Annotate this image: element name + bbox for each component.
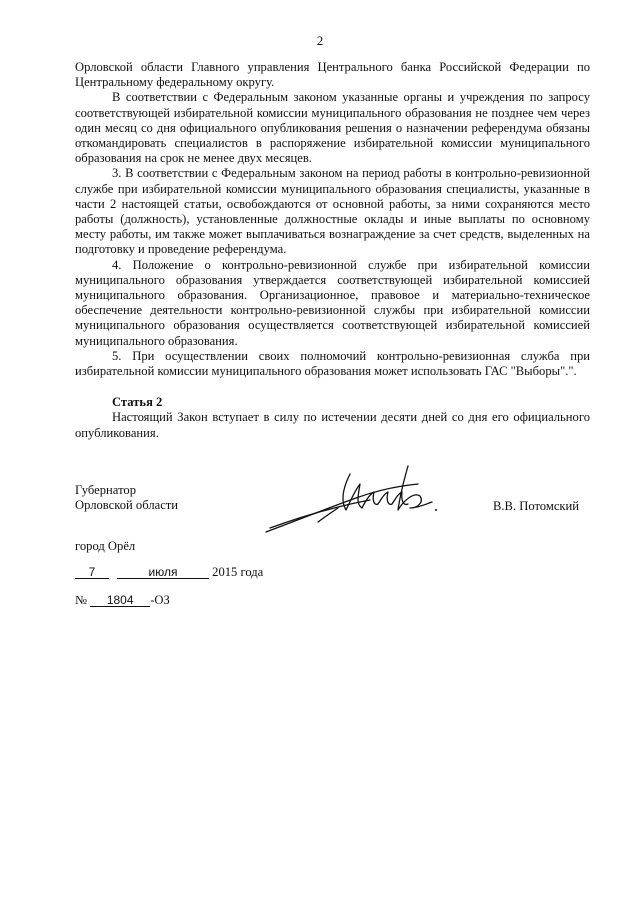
article-2-text: Настоящий Закон вступает в силу по истечении десяти дней со дня его официального опубликования. xyxy=(75,410,590,440)
law-number-suffix: -ОЗ xyxy=(150,593,170,607)
paragraph-3: 3. В соответствии с Федеральным законом на период работы в контрольно-ревизионной службе при избирательной комиссии муниципального образования специалисты, указанные в части 2 настоящей статьи, освобождаются от основной работы, за ними сохраняются место работы (должность), установленные должностные оклады и иные выплаты по основному месту работы, им также может выплачиваться вознаграждение за счет средств, выделенных на подготовку и проведение референдума. xyxy=(75,166,590,257)
paragraph-2: В соответствии с Федеральным законом указанные органы и учреждения по запросу соответствующей избирательной комиссии муниципального образования не позднее чем через один месяц со дня официального опубликования решения о назначении референдума обязаны откомандировать специалистов в распоряжение избирательной комиссии муниципального образования на срок не менее двух месяцев. xyxy=(75,90,590,166)
signatory-title-line1: Губернатор xyxy=(75,483,136,497)
signature-stroke-1 xyxy=(266,484,418,532)
city: город Орёл xyxy=(75,539,136,553)
date-day: 7 xyxy=(75,566,109,579)
continuation-paragraph: Орловской области Главного управления Центрального банка Российской Федерации по Центральному федеральному округу. xyxy=(75,60,590,90)
page-number: 2 xyxy=(316,33,324,48)
signatory-title-line2: Орловской области xyxy=(75,498,179,513)
signatory-name: В.В. Потомский xyxy=(493,499,580,513)
date-month: июля xyxy=(117,566,209,579)
law-number: 1804 xyxy=(90,594,150,607)
signature-stroke-4 xyxy=(398,466,432,510)
signature-dot xyxy=(435,509,437,511)
paragraph-5: 5. При осуществлении своих полномочий контрольно-ревизионная служба при избирательной комиссии муниципального образования может использовать ГАС "Выборы".". xyxy=(75,348,590,379)
document-body xyxy=(75,60,590,441)
handwritten-signature xyxy=(258,462,448,537)
date-year: 2015 года xyxy=(212,565,264,579)
signature-stroke-2 xyxy=(270,500,370,528)
article-2-heading: Статья 2 xyxy=(112,395,163,410)
paragraph-4: 4. Положение о контрольно-ревизионной службе при избирательной комиссии муниципального образования утверждается соответствующей избирательной комиссией муниципального образования. Организационное, правовое и материально-техническое обеспечение деятельности контрольно-ревизионной службы при избирательной комиссии муниципального образования осуществляется соответствующей избирательной комиссией муниципального образования. xyxy=(75,257,590,348)
date-line xyxy=(75,565,263,580)
signatory-title xyxy=(75,483,178,513)
law-number-line xyxy=(75,593,170,608)
law-number-prefix: № xyxy=(75,593,88,607)
